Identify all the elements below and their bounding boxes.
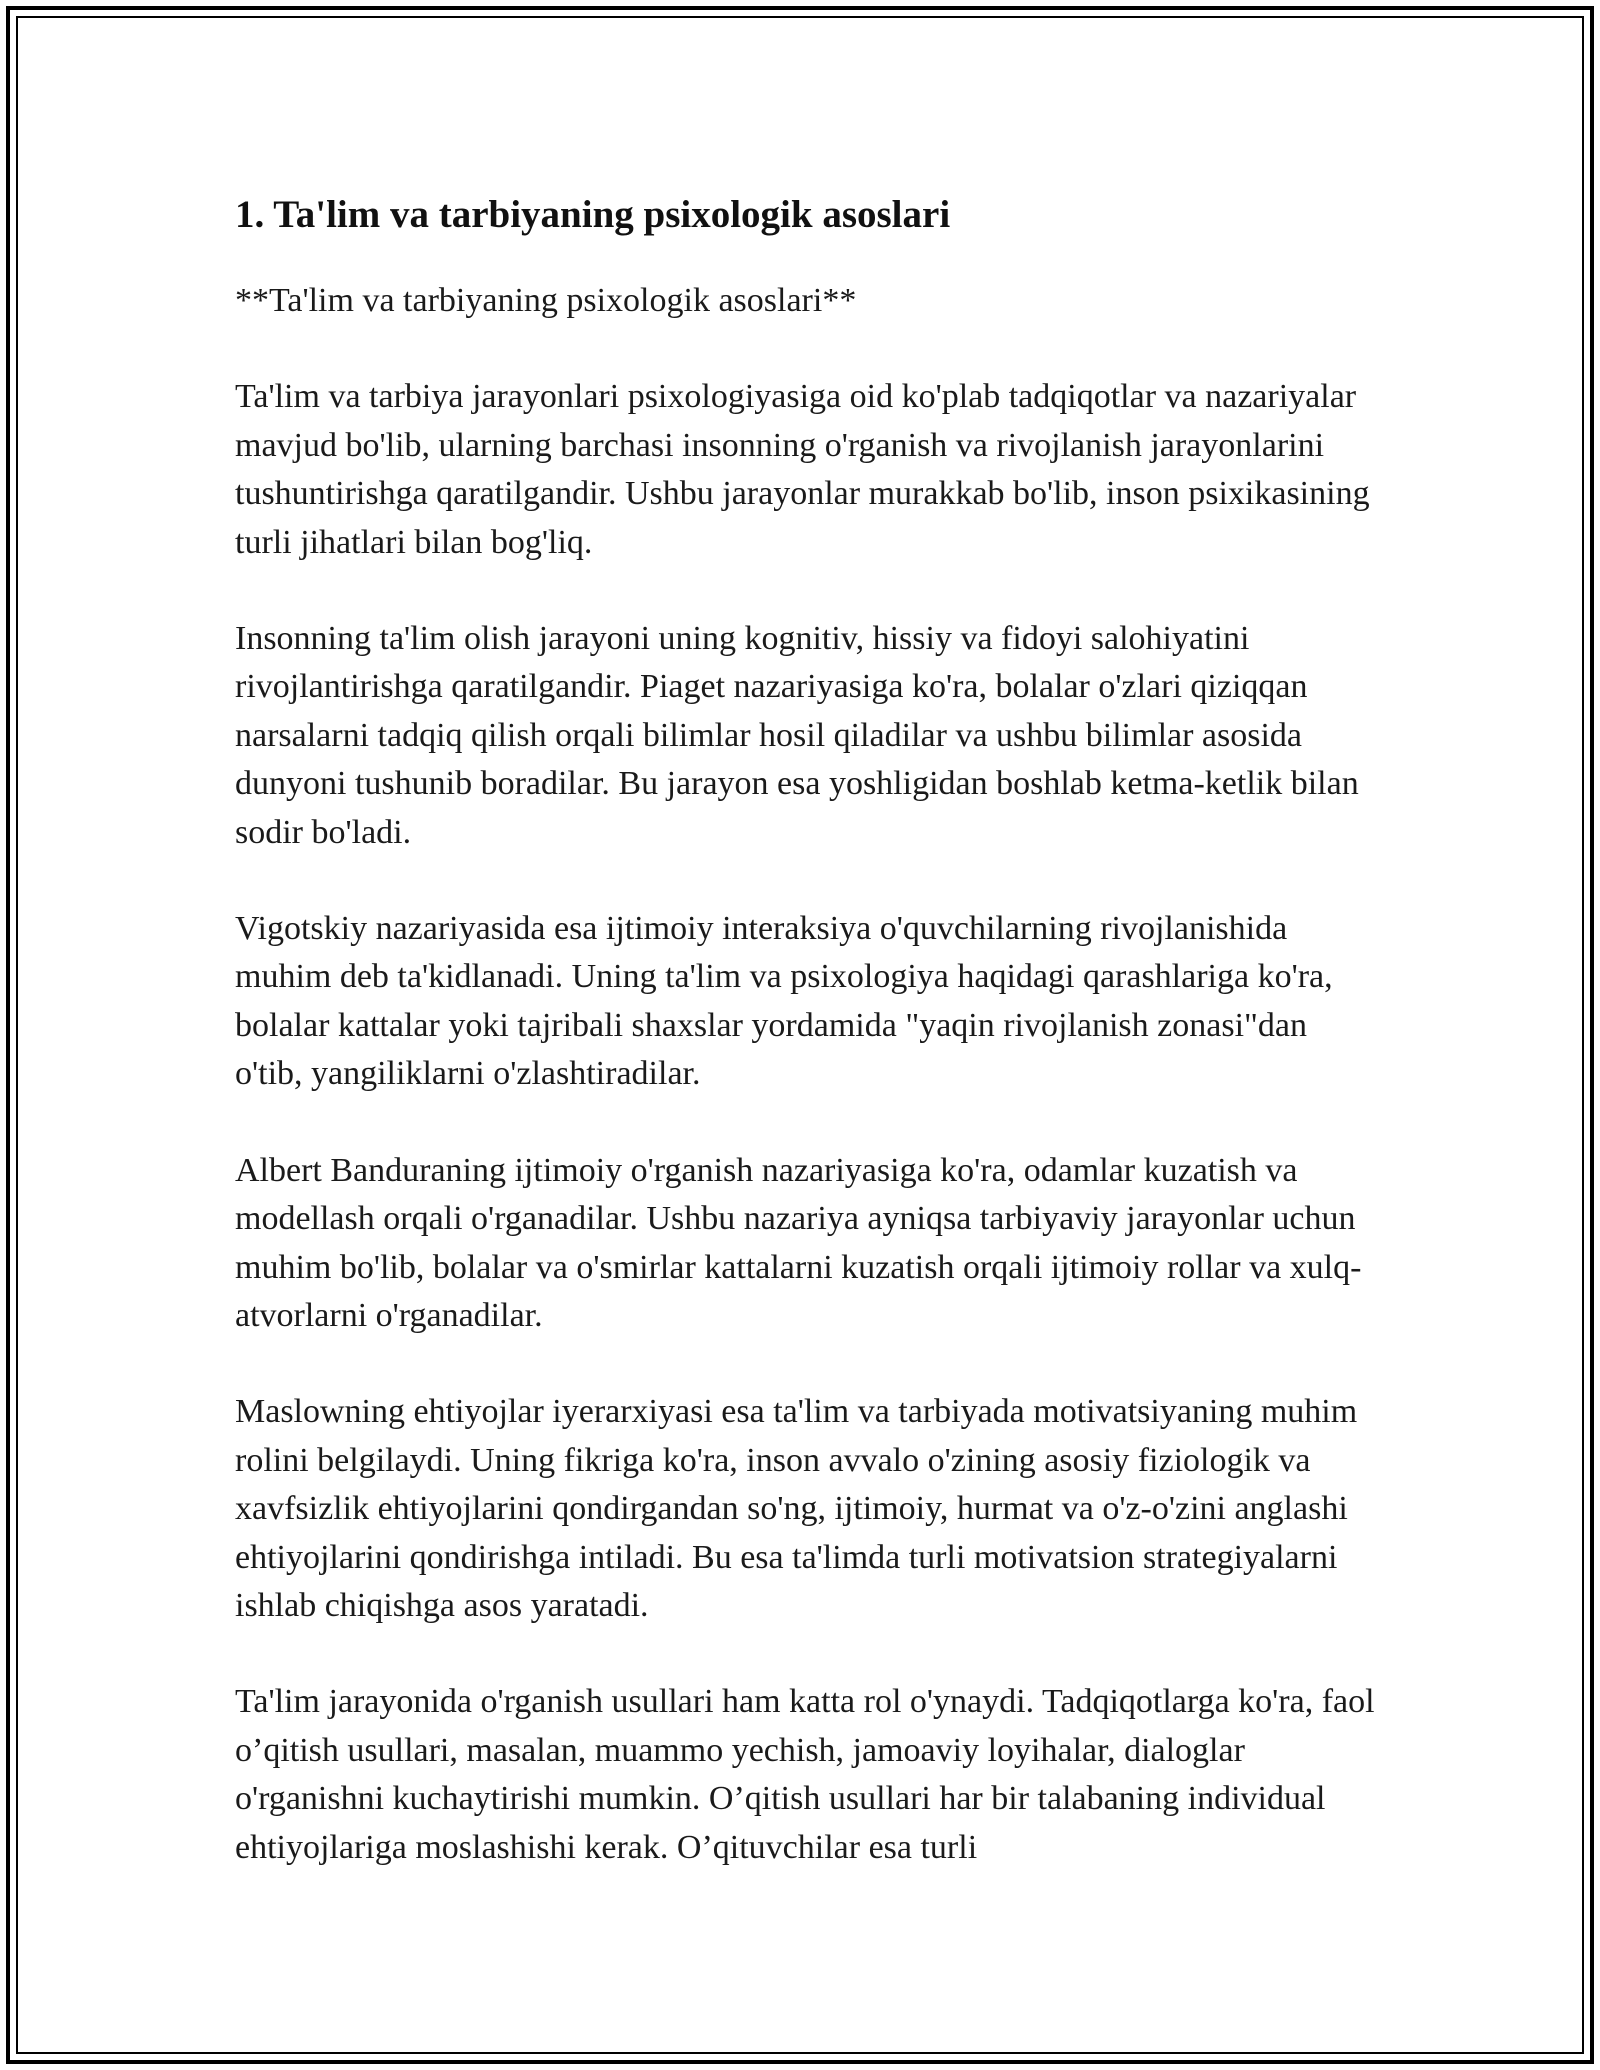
paragraph-vygotsky: Vigotskiy nazariyasida esa ijtimoiy interaksiya o'quvchilarning rivojlanishida muhim deb ta'kidlanadi. Uning ta'lim va psixologiya haqidagi qarashlariga ko'ra, bolalar kattalar yoki tajribali shaxslar yordamida "yaqin rivojlanish zonasi"dan o'tib, yangiliklarni o'zlashtiradilar. [235, 910, 1333, 1093]
document-body [235, 185, 1375, 1920]
page-title: 1. Ta'lim va tarbiyaning psixologik asoslari [235, 193, 951, 236]
paragraph-maslow: Maslowning ehtiyojlar iyerarxiyasi esa ta'lim va tarbiyada motivatsiyaning muhim rolini belgilaydi. Uning fikriga ko'ra, inson avvalo o'zining asosiy fiziologik va xavfsizlik ehtiyojlarini qondirgandan so'ng, ijtimoiy, hurmat va o'z-o'zini anglashi ehtiyojlarini qondirishga intiladi. Bu esa ta'limda turli motivatsion strategiyalarni ishlab chiqishga asos yaratadi. [235, 1393, 1358, 1624]
paragraph-piaget: Insonning ta'lim olish jarayoni uning kognitiv, hissiy va fidoyi salohiyatini rivojlantirishga qaratilgandir. Piaget nazariyasiga ko'ra, bolalar o'zlari qiziqqan narsalarni tadqiq qilish orqali bilimlar hosil qiladilar va ushbu bilimlar asosida dunyoni tushunib boradilar. Bu jarayon esa yoshligidan boshlab ketma-ketlik bilan sodir bo'ladi. [235, 620, 1359, 851]
paragraph-bandura: Albert Banduraning ijtimoiy o'rganish nazariyasiga ko'ra, odamlar kuzatish va modellash orqali o'rganadilar. Ushbu nazariya ayniqsa tarbiyaviy jarayonlar uchun muhim bo'lib, bolalar va o'smirlar kattalarni kuzatish orqali ijtimoiy rollar va xulq-atvorlarni o'rganadilar. [235, 1151, 1362, 1334]
document-subtitle: **Ta'lim va tarbiyaning psixologik asoslari** [235, 282, 857, 319]
paragraph-methods: Ta'lim jarayonida o'rganish usullari ham katta rol o'ynaydi. Tadqiqotlarga ko'ra, faol o’qitish usullari, masalan, muammo yechish, jamoaviy loyihalar, dialoglar o'rganishni kuchaytirishi mumkin. O’qitish usullari har bir talabaning individual ehtiyojlariga moslashishi kerak. O’qituvchilar esa turli [235, 1683, 1375, 1866]
paragraph-intro: Ta'lim va tarbiya jarayonlari psixologiyasiga oid ko'plab tadqiqotlar va nazariyalar mavjud bo'lib, ularning barchasi insonning o'rganish va rivojlanish jarayonlarini tushuntirishga qaratilgandir. Ushbu jarayonlar murakkab bo'lib, inson psixikasining turli jihatlari bilan bog'liq. [235, 378, 1370, 561]
